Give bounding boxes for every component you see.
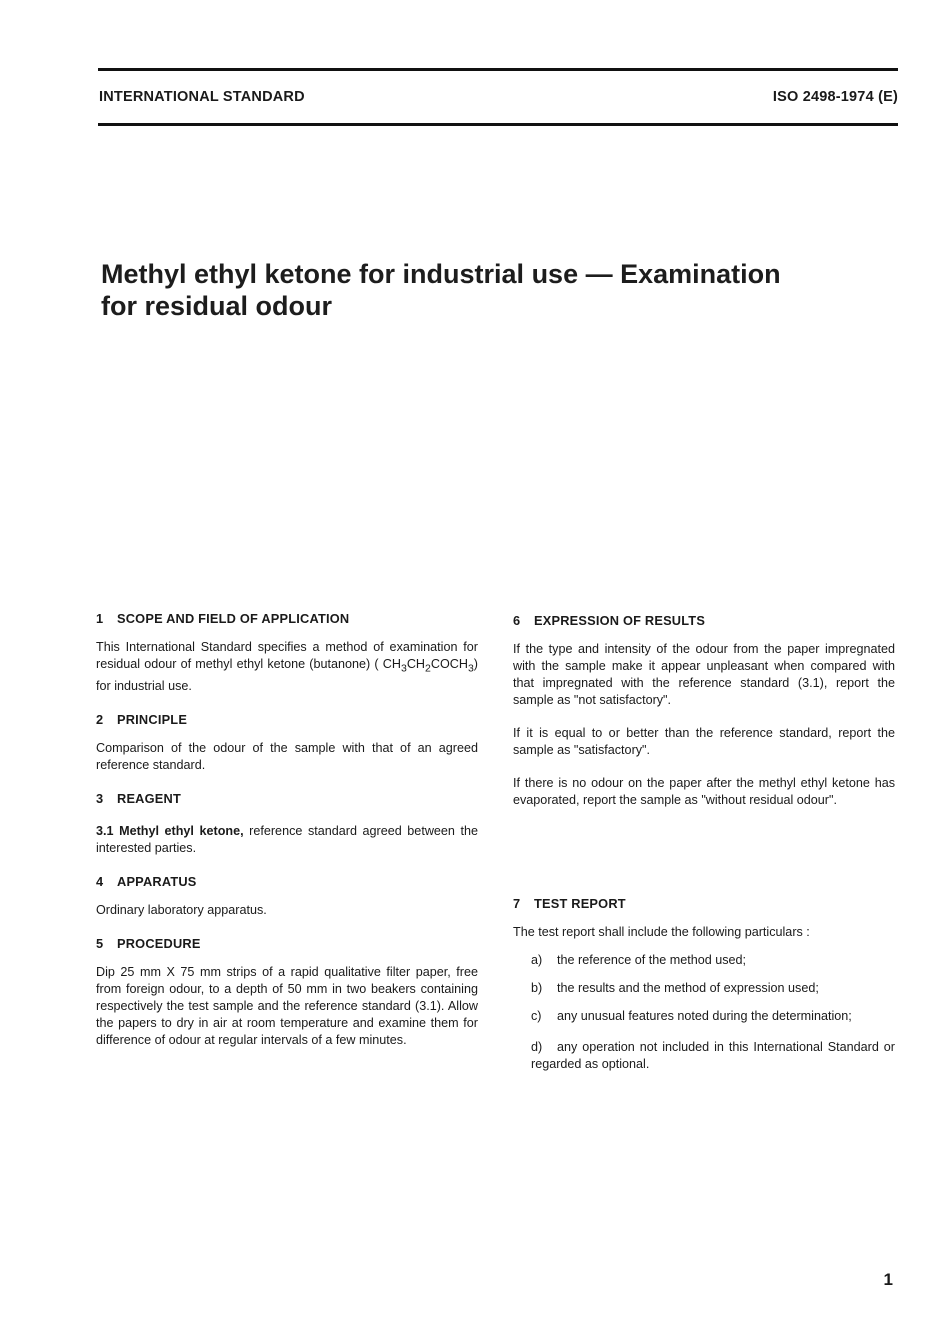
- section-6-para-3: If there is no odour on the paper after the methyl ethyl ketone has evaporated, report the sample as "without residual odour".: [513, 776, 895, 807]
- section-1-text: This International Standard specifies a method of examination for residual odour of methyl ethyl ketone (butanone) ( $CH_3CH_2COCH_3$) for industrial use.: [96, 640, 478, 693]
- page-number: 1: [883, 1270, 893, 1289]
- list-item: d) any operation not included in this International Standard or regarded as optional.: [531, 1040, 895, 1071]
- left-column: [96, 610, 478, 1049]
- list-item: b) the results and the method of expression used;: [531, 981, 819, 995]
- section-2-heading: 2 PRINCIPLE: [96, 711, 188, 727]
- page-title: [101, 258, 861, 322]
- section-6-heading: 6 EXPRESSION OF RESULTS: [513, 613, 706, 628]
- header-bottom-rule: [98, 123, 898, 126]
- section-4-text: Ordinary laboratory apparatus.: [96, 902, 267, 917]
- header-doc-type: INTERNATIONAL STANDARD: [99, 89, 305, 105]
- section-5-text: Dip 25 mm X 75 mm strips of a rapid qualitative filter paper, free from foreign odour, to a depth of 50 mm in two beakers containing respectively the test sample and the reference standard (3.1). Allow the papers to dry in air at room temperature and examine them for difference of odour at regular intervals of a few minutes.: [96, 964, 478, 1047]
- reagent-label: 3.1 Methyl ethyl ketone,: [96, 823, 244, 838]
- section-1-heading: 1 SCOPE AND FIELD OF APPLICATION: [96, 611, 350, 626]
- section-6-para-1: If the type and intensity of the odour from the paper impregnated with the sample make it appear unpleasant when compared with that impregnated with the reference standard (3.1), report the sample as "not satisfactory".: [513, 642, 895, 707]
- chemical-formula: $CH_3CH_2COCH_3$: [382, 657, 474, 675]
- header-doc-number: ISO 2498-1974 (E): [772, 89, 898, 105]
- section-3-heading: 3 REAGENT: [96, 790, 181, 806]
- section-3-1-text: 3.1 Methyl ethyl ketone, reference standard agreed between the interested parties.: [96, 823, 478, 855]
- header-top-rule: [98, 68, 898, 71]
- section-5-heading: 5 PROCEDURE: [96, 935, 201, 951]
- section-6-para-2: If it is equal to or better than the reference standard, report the sample as "satisfactory".: [513, 726, 895, 757]
- section-2-text: Comparison of the odour of the sample with that of an agreed reference standard.: [96, 740, 478, 772]
- list-item: c) any unusual features noted during the determination;: [531, 1009, 852, 1023]
- title-line-2: for residual odour: [101, 291, 333, 321]
- section-7-intro: The test report shall include the following particulars :: [513, 925, 810, 939]
- title-line-1: Methyl ethyl ketone for industrial use — Examination: [101, 259, 781, 289]
- section-4-heading: 4 APPARATUS: [96, 873, 197, 889]
- right-column: [513, 612, 895, 1073]
- section-7-heading: 7 TEST REPORT: [513, 896, 626, 911]
- list-item: a) the reference of the method used;: [531, 953, 747, 967]
